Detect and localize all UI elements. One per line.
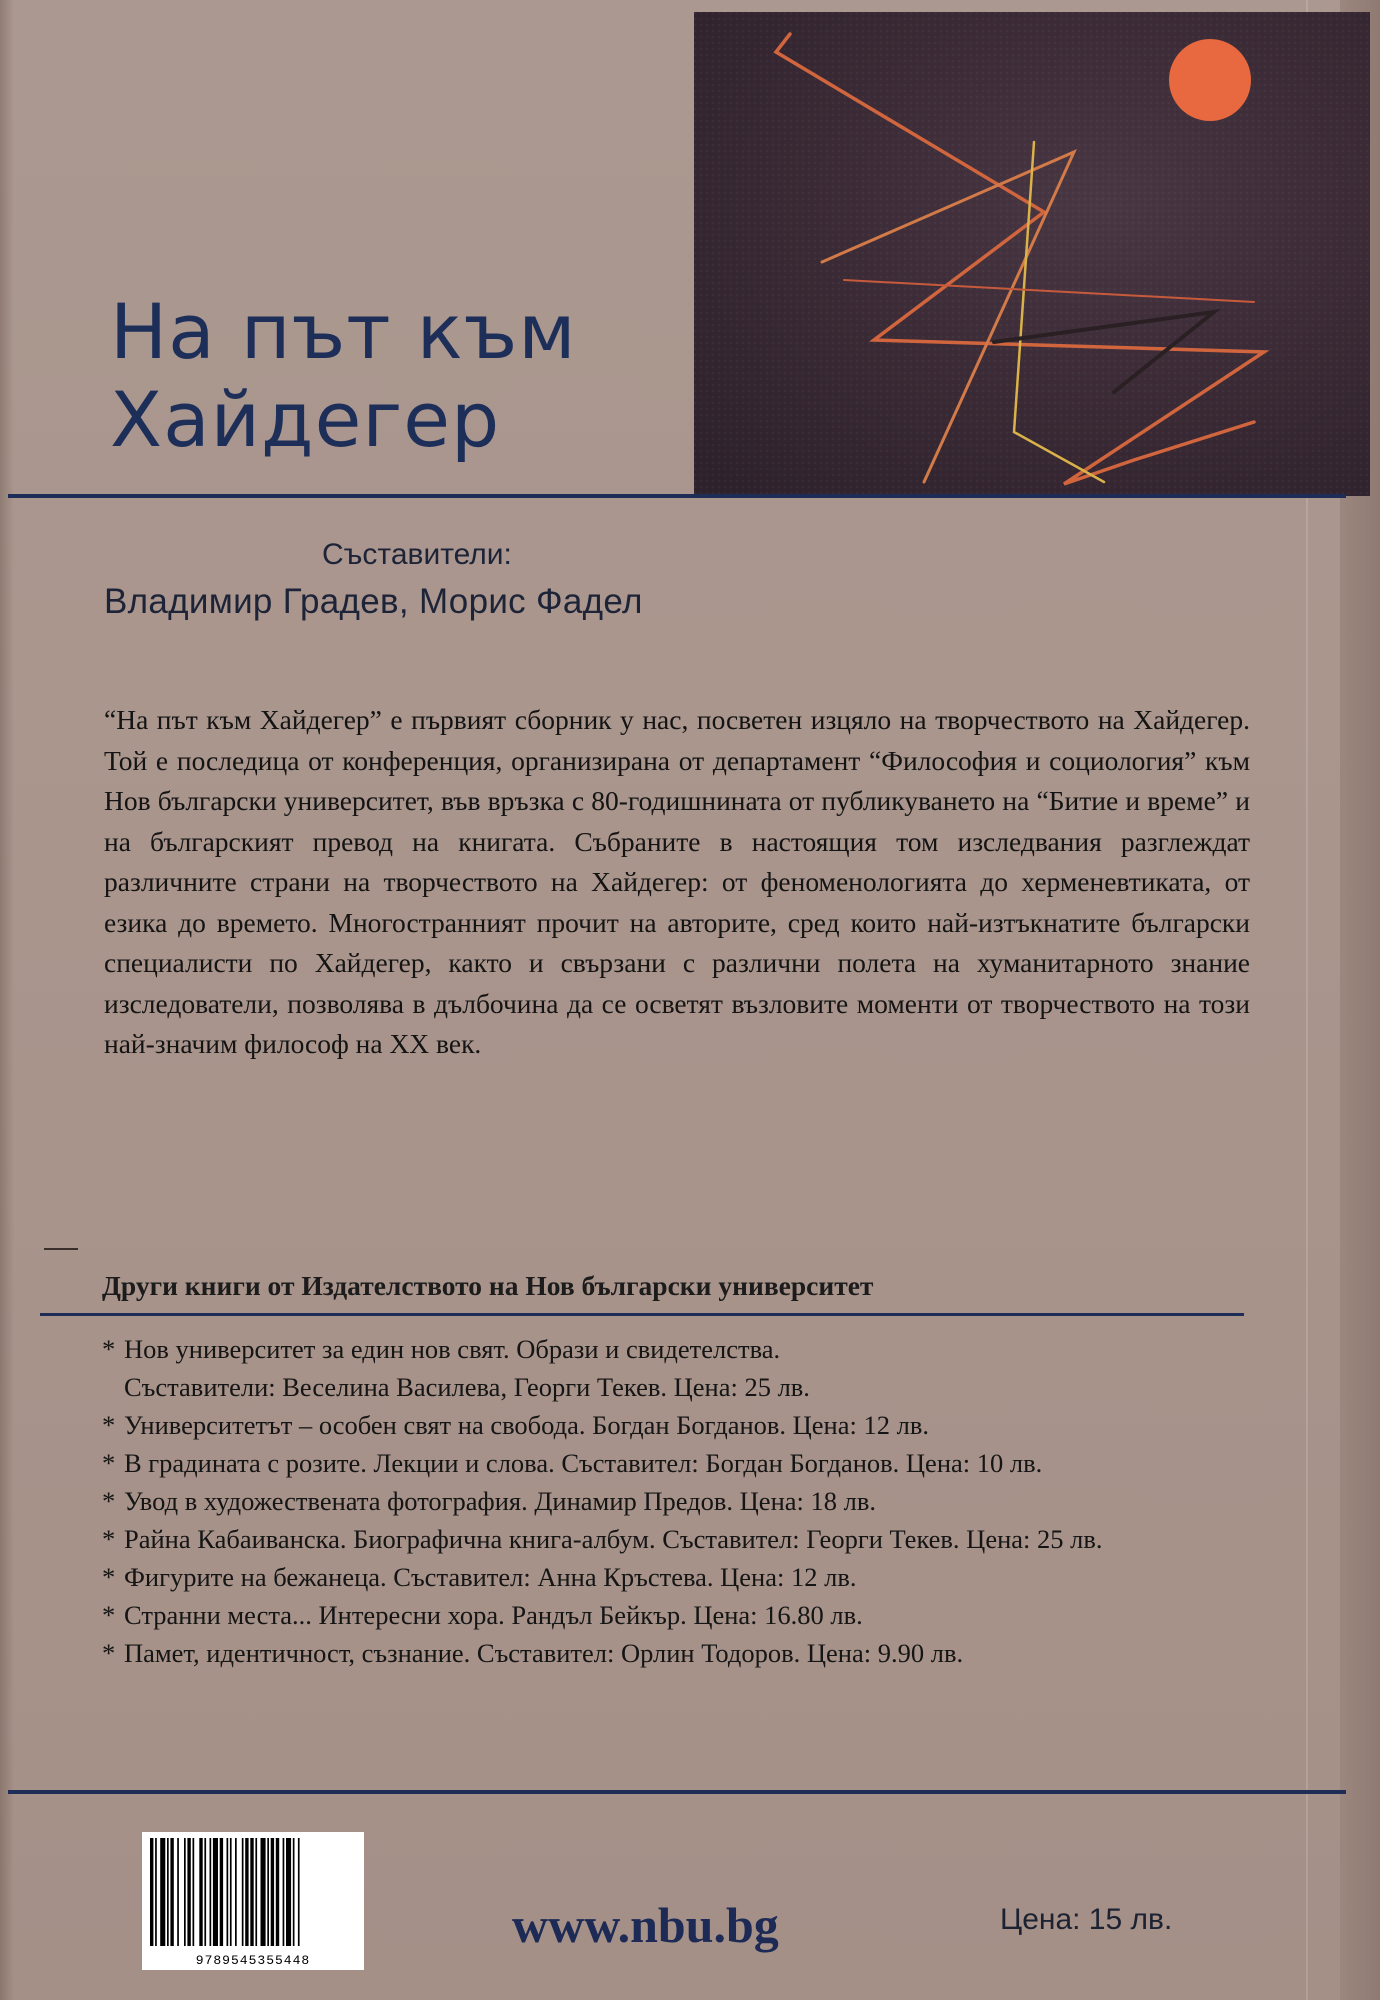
barcode-bar [204,1838,206,1946]
barcode-bar [187,1838,190,1946]
barcode-bar [283,1838,285,1946]
barcode-bar [293,1838,295,1946]
barcode-bar [160,1838,165,1946]
book-list-item-text-continued: Съставители: Веселина Василева, Георги Текев. Цена: 25 лв. [124,1372,810,1402]
barcode-bar [298,1838,300,1946]
book-title-line2: Хайдегер [110,375,501,464]
barcode-bar [235,1838,237,1946]
bottom-divider [8,1790,1346,1794]
barcode-bar [155,1838,157,1946]
barcode-bar [230,1838,232,1946]
book-list-item-text: В градината с розите. Лекции и слова. Съставител: Богдан Богданов. Цена: 10 лв. [124,1448,1043,1478]
cover-artwork [694,12,1370,496]
barcode-bar [167,1838,169,1946]
other-books-divider [40,1313,1244,1316]
barcode-bar [255,1838,257,1946]
book-list-item [102,1330,1262,1406]
book-title-line1: На път към [110,287,577,376]
barcode-bar [177,1838,179,1946]
book-list-item-text: Памет, идентичност, съзнание. Съставител: Орлин Тодоров. Цена: 9.90 лв. [124,1638,964,1668]
book-price: Цена: 15 лв. [1000,1903,1173,1936]
book-list-item-text: Райна Кабаиванска. Биографична книга-албум. Съставител: Георги Текев. Цена: 25 лв. [124,1524,1103,1554]
barcode-bar [261,1838,266,1946]
barcode-bar [193,1838,195,1946]
book-list-item [102,1406,1262,1444]
bullet-star: * [102,1486,116,1516]
barcode-bar [227,1838,229,1946]
barcode-bar [199,1838,202,1946]
isbn-barcode [142,1832,364,1970]
book-list-item [102,1596,1262,1634]
book-list-item [102,1634,1262,1672]
isbn-number: 9789545355448 [195,1953,311,1968]
barcode-bar [250,1838,253,1946]
bullet-star: * [102,1562,116,1592]
bullet-star: * [102,1524,116,1554]
book-list-item-text: Фигурите на бежанеца. Съставител: Анна Кръстева. Цена: 12 лв. [124,1562,857,1592]
other-books-list [102,1330,1262,1672]
compilers-names: Владимир Градев, Морис Фадел [104,582,643,621]
barcode-bar [286,1838,291,1946]
barcode-bar [170,1838,173,1946]
barcode-bar [220,1838,223,1946]
other-books-heading: Други книги от Издателството на Нов български университет [102,1270,874,1301]
bullet-star: * [102,1334,116,1364]
barcode-bar [184,1838,186,1946]
barcode-bar [267,1838,269,1946]
cover-edge-shadow [0,0,14,2000]
artwork-texture [694,12,1370,496]
top-divider [8,494,1346,498]
book-list-item [102,1444,1262,1482]
bullet-star: * [102,1600,116,1630]
barcode-bar [210,1838,212,1946]
book-title [110,288,690,464]
publisher-website: www.nbu.bg [512,1897,779,1953]
book-list-item [102,1482,1262,1520]
book-list-item [102,1520,1262,1558]
book-list-item [102,1558,1262,1596]
bullet-star: * [102,1638,116,1668]
compilers-label: Съставители: [322,538,512,571]
barcode-bar [271,1838,274,1946]
book-list-item-text: Странни места... Интересни хора. Рандъл Бейкър. Цена: 16.80 лв. [124,1600,863,1630]
book-list-item-text: Увод в художествената фотография. Динамир Предов. Цена: 18 лв. [124,1486,876,1516]
book-list-item-text: Университетът – особен свят на свобода. Богдан Богданов. Цена: 12 лв. [124,1410,929,1440]
book-description: “На път към Хайдегер” е първият сборник у нас, посветен изцяло на творчеството на Хайдегер. Той е последица от конференция, организирана от департамент “Философия и социология” към Нов български университет, във връзка с 80-годишнината от публикуването на “Битие и време” и на българският превод на книгата. Събраните в настоящия том изследвания разглеждат различните страни на творчеството на Хайдегер: от феноменологията до херменевтиката, от езика до времето. Многостранният прочит на авторите, сред които най-изтъкнатите български специалисти по Хайдегер, както и свързани с различни полета на хуманитарното знание изследователи, позволява в дълбочина да се осветят възловите моменти от творчеството на този най-значим философ на XX век. [104,704,1250,1059]
margin-mark [44,1248,78,1250]
barcode-bar [276,1838,279,1946]
barcode-bars [142,1832,364,1950]
barcode-bar [150,1838,153,1946]
barcode-bar [242,1838,244,1946]
barcode-bar [213,1838,218,1946]
book-list-item-text: Нов университет за един нов свят. Образи и свидетелства. [124,1334,781,1364]
barcode-bar [245,1838,248,1946]
bullet-star: * [102,1448,116,1478]
sun-shape [1169,39,1251,121]
bullet-star: * [102,1410,116,1440]
